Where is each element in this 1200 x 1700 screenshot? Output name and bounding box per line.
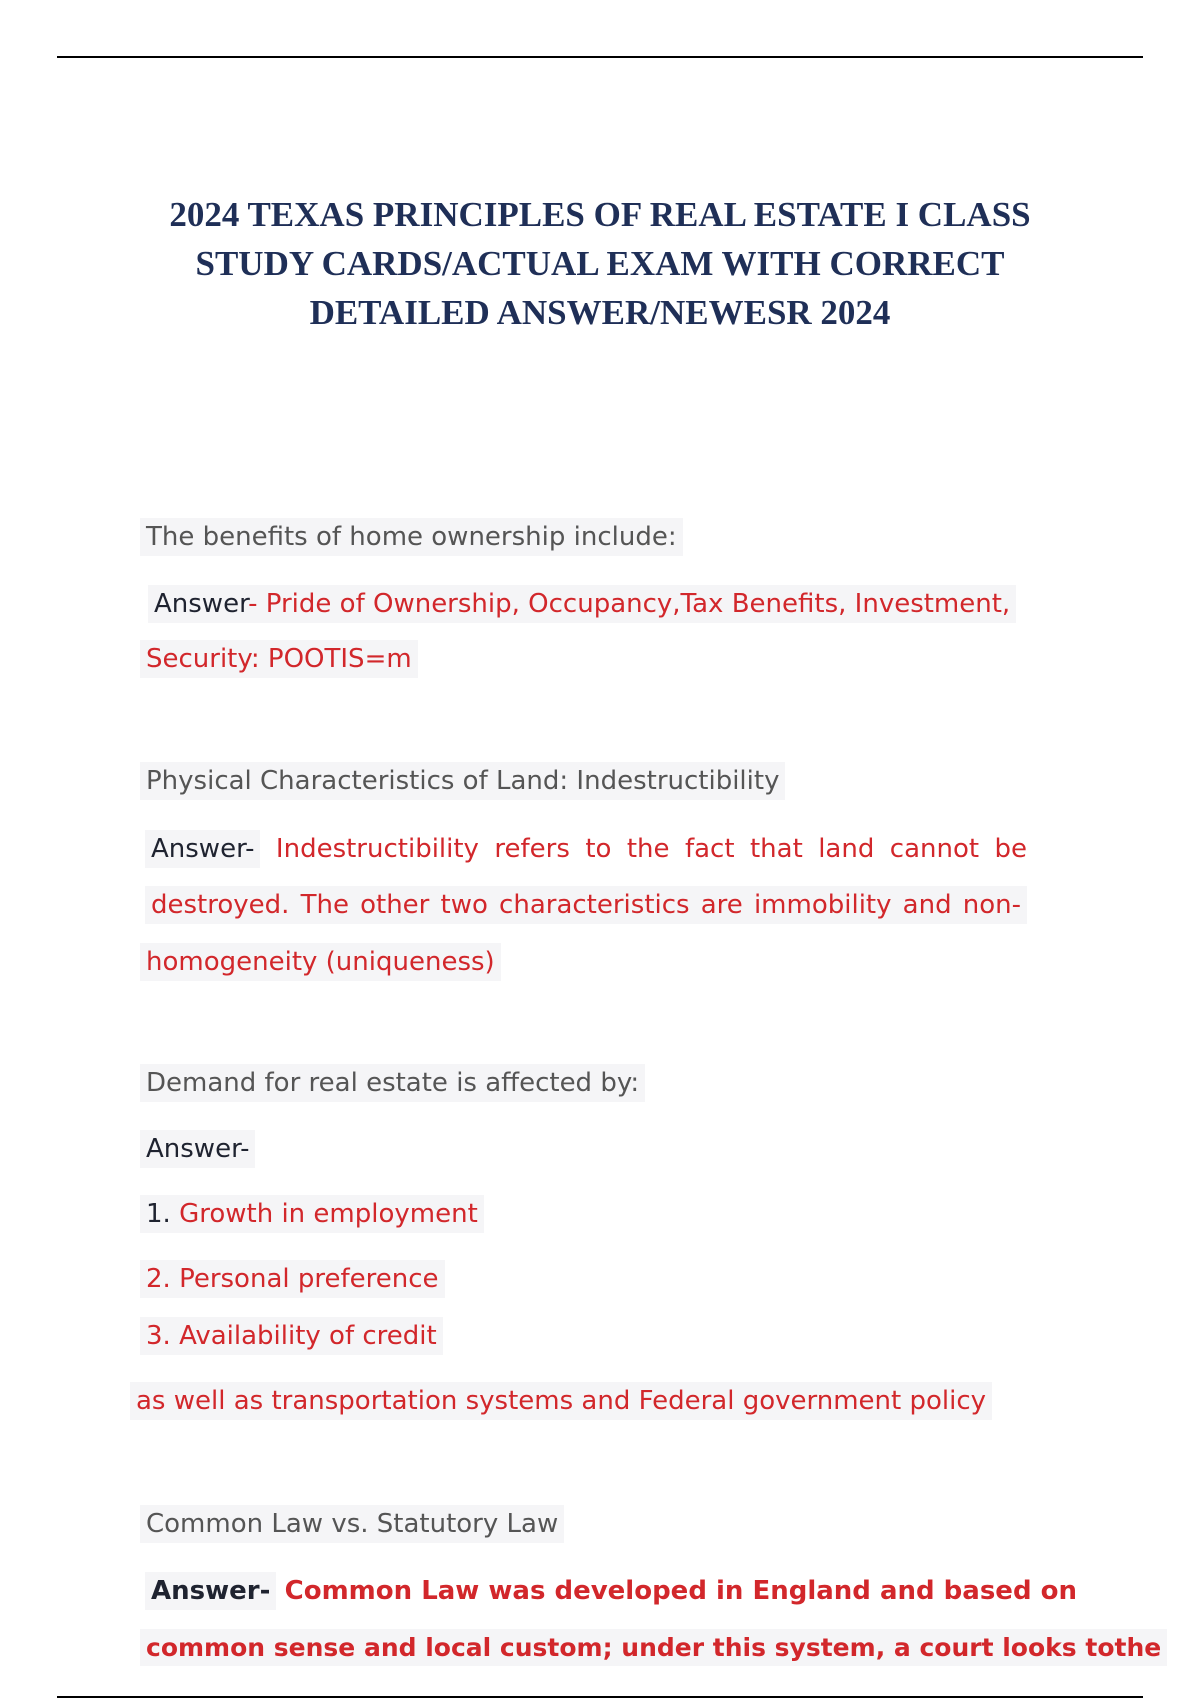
list-item (140, 1264, 445, 1294)
title-line-2: STUDY CARDS/ACTUAL EXAM WITH CORRECT (195, 244, 1005, 283)
answer-3-closing (130, 1386, 992, 1416)
answer-2-text-2: destroyed. The other two characteristics are immobility and non- (145, 886, 1027, 924)
answer-4-line-1 (145, 1576, 1077, 1606)
answer-3-label: Answer- (140, 1130, 255, 1168)
title-line-3: DETAILED ANSWER/NEWESR 2024 (309, 293, 891, 332)
question-1 (140, 522, 683, 552)
question-2 (140, 766, 785, 796)
list-item (140, 1199, 484, 1229)
list-number-1: 1. (146, 1199, 171, 1229)
answer-2-text-3: homogeneity (uniqueness) (140, 943, 501, 981)
answer-1-text-2: Security: POOTIS=m (140, 640, 418, 678)
answer-1-line-2 (140, 644, 418, 674)
answer-3-closing-text: as well as transportation systems and Federal government policy (130, 1382, 992, 1420)
top-rule (57, 56, 1143, 58)
list-item-2-text: Personal preference (179, 1264, 439, 1294)
question-3 (140, 1068, 645, 1098)
question-3-text: Demand for real estate is affected by: (140, 1064, 645, 1102)
title-line-1: 2024 TEXAS PRINCIPLES OF REAL ESTATE I CLASS (169, 195, 1031, 234)
answer-2-line-3 (140, 947, 501, 977)
list-number-3: 3. (146, 1321, 171, 1351)
answer-3-label-row (140, 1134, 255, 1164)
question-2-text: Physical Characteristics of Land: Indestructibility (140, 762, 785, 800)
question-4 (140, 1509, 564, 1539)
answer-4-text-2: common sense and local custom; under this system, a court looks tothe (140, 1629, 1167, 1666)
answer-4-text-1: Common Law was developed in England and based on (284, 1576, 1077, 1606)
answer-1-line-1 (148, 589, 1016, 619)
answer-4-label: Answer- (145, 1572, 276, 1610)
list-item (140, 1321, 443, 1351)
answer-1-label: Answer (154, 589, 249, 619)
answer-4-line-2 (140, 1633, 1167, 1662)
question-4-text: Common Law vs. Statutory Law (140, 1505, 564, 1543)
list-item-1-text: Growth in employment (179, 1199, 478, 1229)
answer-1-text-1: - Pride of Ownership, Occupancy,Tax Benefits, Investment, (248, 589, 1011, 619)
answer-2-text-1: Indestructibility refers to the fact that land cannot be (275, 834, 1027, 864)
document-title (100, 190, 1100, 337)
bottom-rule (57, 1696, 1143, 1698)
answer-2-line-2 (145, 890, 1027, 920)
list-item-3-text: Availability of credit (179, 1321, 437, 1351)
answer-2-label: Answer- (151, 834, 255, 864)
list-number-2: 2. (146, 1264, 171, 1294)
answer-2-line-1 (145, 834, 1027, 864)
question-1-text: The benefits of home ownership include: (140, 518, 683, 556)
